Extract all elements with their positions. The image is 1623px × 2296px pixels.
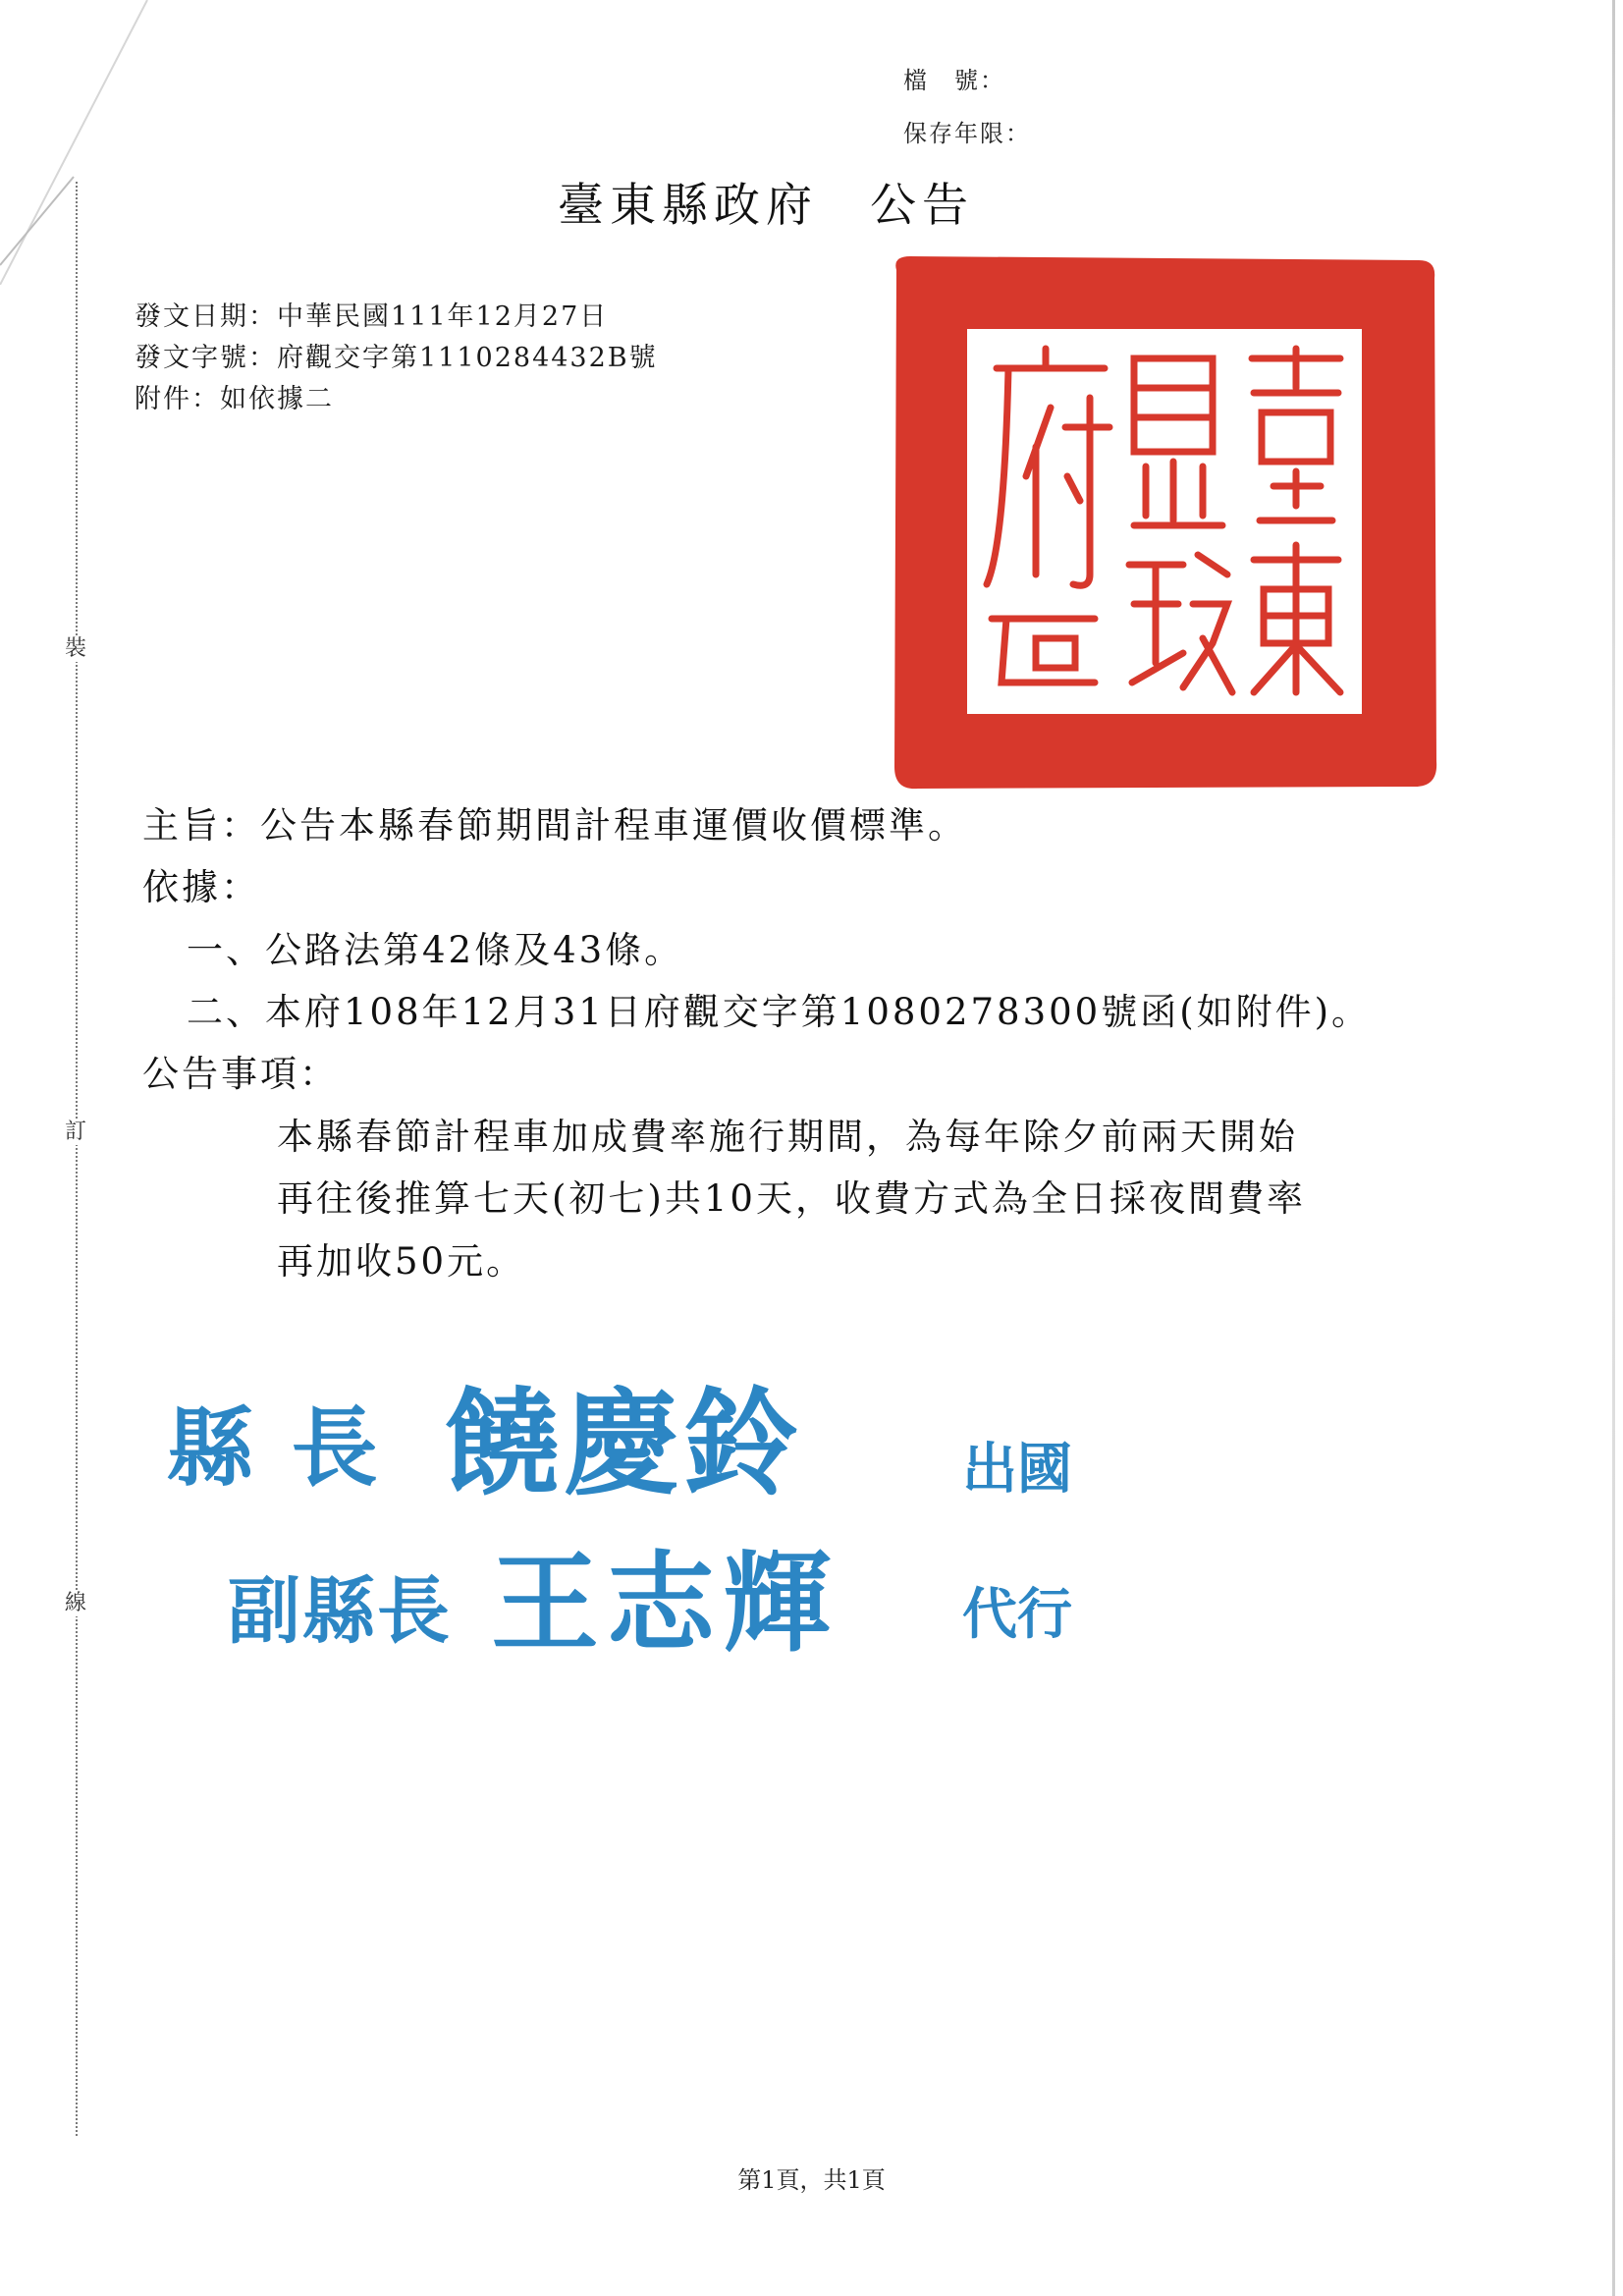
announcement-text-line-3: 再加收50元。 (277, 1240, 526, 1283)
scan-fold-mark (0, 0, 255, 285)
scan-edge-shadow (1612, 0, 1615, 2296)
retention-period-label: 保存年限： (903, 120, 1031, 147)
basis-item-2: 二、本府108年12月31日府觀交字第1080278300號函(如附件)。 (187, 991, 1372, 1033)
page-title: 臺東縣政府 公告 (558, 179, 974, 233)
subject-line: 主旨：公告本縣春節期間計程車運價收價標準。 (142, 804, 967, 847)
binding-dotted-line (76, 182, 78, 2136)
binding-mark-line: 線 (64, 1591, 86, 1615)
signature-title-deputy: 副縣長 (228, 1569, 452, 1654)
page-number: 第1頁，共1頁 (737, 2166, 886, 2194)
signature-note-abroad: 出國 (962, 1438, 1072, 1502)
binding-mark-bind: 裝 (64, 636, 86, 661)
announcement-text-line-1: 本縣春節計程車加成費率施行期間，為每年除夕前兩天開始 (277, 1116, 1298, 1158)
file-number-label: 檔 號： (903, 67, 1005, 94)
basis-label: 依據： (142, 866, 260, 908)
signature-name-magistrate: 饒慶鈴 (444, 1376, 804, 1511)
basis-item-1: 一、公路法第42條及43條。 (187, 929, 684, 971)
signature-title-magistrate: 縣 長 (167, 1397, 382, 1499)
issue-date: 發文日期：中華民國111年12月27日 (135, 301, 609, 332)
binding-mark-staple: 訂 (64, 1120, 86, 1144)
document-number: 發文字號：府觀交字第1110284432B號 (135, 343, 658, 373)
signature-note-acting: 代行 (962, 1583, 1072, 1647)
attachment-note: 附件：如依據二 (135, 384, 334, 414)
announcement-text-line-2: 再往後推算七天(初七)共10天，收費方式為全日採夜間費率 (277, 1177, 1306, 1220)
signature-name-deputy: 王志輝 (491, 1541, 839, 1667)
official-seal (889, 250, 1441, 793)
announcement-items-label: 公告事項： (142, 1053, 339, 1095)
